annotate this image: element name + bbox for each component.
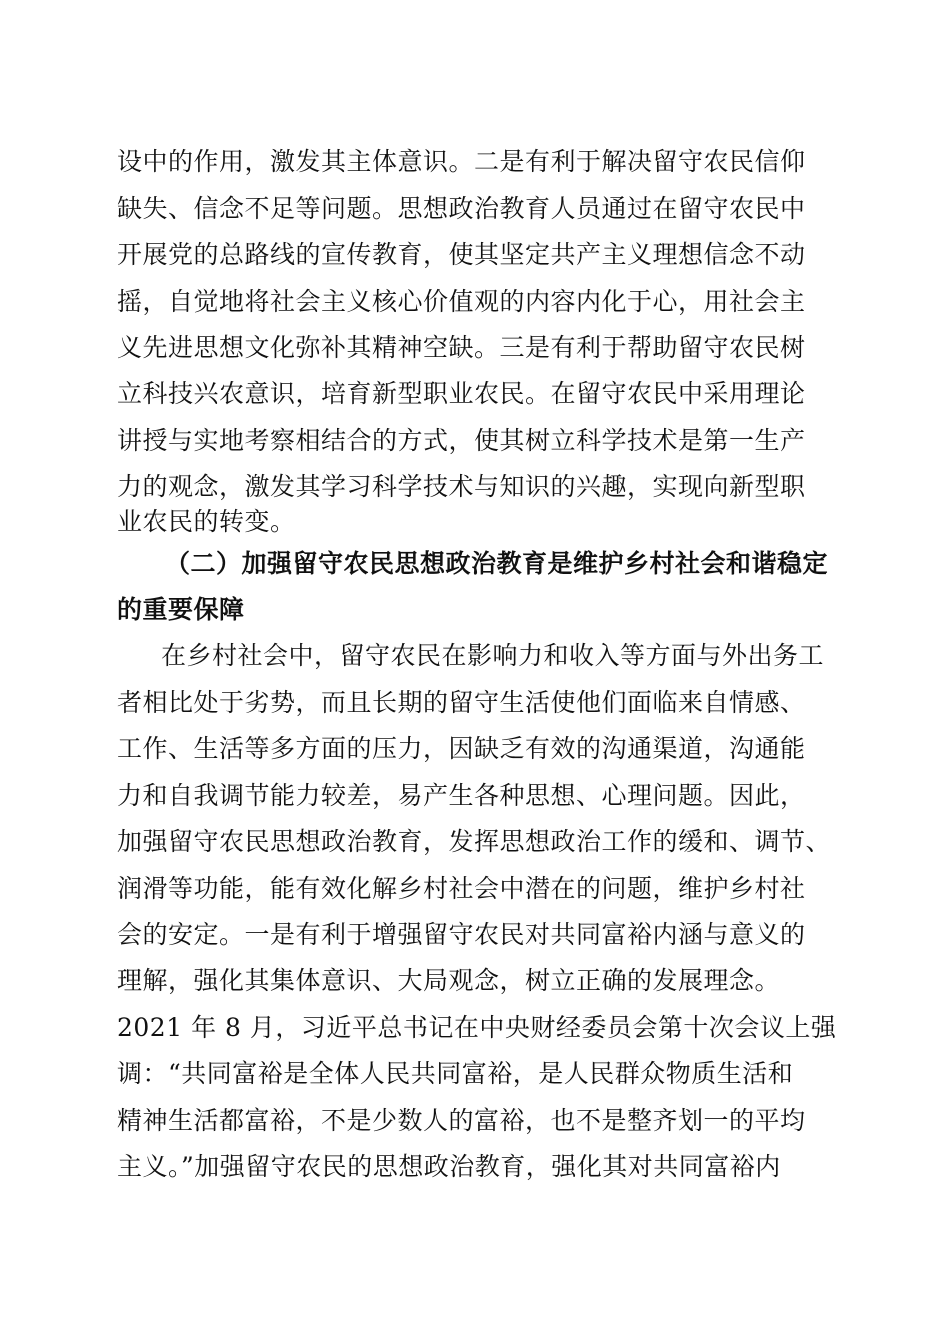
body-text-line: 缺失、信念不足等问题。思想政治教育人员通过在留守农民中 (117, 194, 806, 223)
body-text-line: 义先进思想文化弥补其精神空缺。三是有利于帮助留守农民树 (117, 333, 806, 362)
body-text-line: 者相比处于劣势，而且长期的留守生活使他们面临来自情感、 (117, 688, 806, 717)
body-text-line: 摇，自觉地将社会主义核心价值观的内容内化于心，用社会主 (117, 287, 806, 316)
body-text-line: 理解，强化其集体意识、大局观念，树立正确的发展理念。 (117, 966, 781, 995)
body-text-line: 2021 年 8 月，习近平总书记在中央财经委员会第十次会议上强 (117, 1013, 837, 1042)
body-text-line: 主义。”加强留守农民的思想政治教育，强化其对共同富裕内 (117, 1152, 781, 1181)
body-text-line: 精神生活都富裕，不是少数人的富裕，也不是整齐划一的平均 (117, 1106, 806, 1135)
body-text-line: 业农民的转变。 (117, 507, 296, 536)
body-text-line: 润滑等功能，能有效化解乡村社会中潜在的问题，维护乡村社 (117, 874, 806, 903)
body-text-line: 工作、生活等多方面的压力，因缺乏有效的沟通渠道，沟通能 (117, 734, 806, 763)
body-text-line: 力的观念，激发其学习科学技术与知识的兴趣，实现向新型职 (117, 472, 806, 501)
body-text-line: 力和自我调节能力较差，易产生各种思想、心理问题。因此， (117, 781, 806, 810)
body-text-line: 会的安定。一是有利于增强留守农民对共同富裕内涵与意义的 (117, 920, 806, 949)
body-text-line: 调：“共同富裕是全体人民共同富裕，是人民群众物质生活和 (117, 1059, 794, 1088)
body-text-line: 开展党的总路线的宣传教育，使其坚定共产主义理想信念不动 (117, 240, 806, 269)
body-text-line: 加强留守农民思想政治教育，发挥思想政治工作的缓和、调节、 (117, 827, 832, 856)
body-text-line: 讲授与实地考察相结合的方式，使其树立科学技术是第一生产 (117, 426, 806, 455)
body-text-line: 立科技兴农意识，培育新型职业农民。在留守农民中采用理论 (117, 379, 806, 408)
section-heading: （二）加强留守农民思想政治教育是维护乡村社会和谐稳定 (165, 549, 829, 578)
body-text-line: 设中的作用，激发其主体意识。二是有利于解决留守农民信仰 (117, 147, 806, 176)
section-heading-continuation: 的重要保障 (117, 595, 245, 624)
body-text-line: 在乡村社会中，留守农民在影响力和收入等方面与外出务工 (161, 641, 825, 670)
